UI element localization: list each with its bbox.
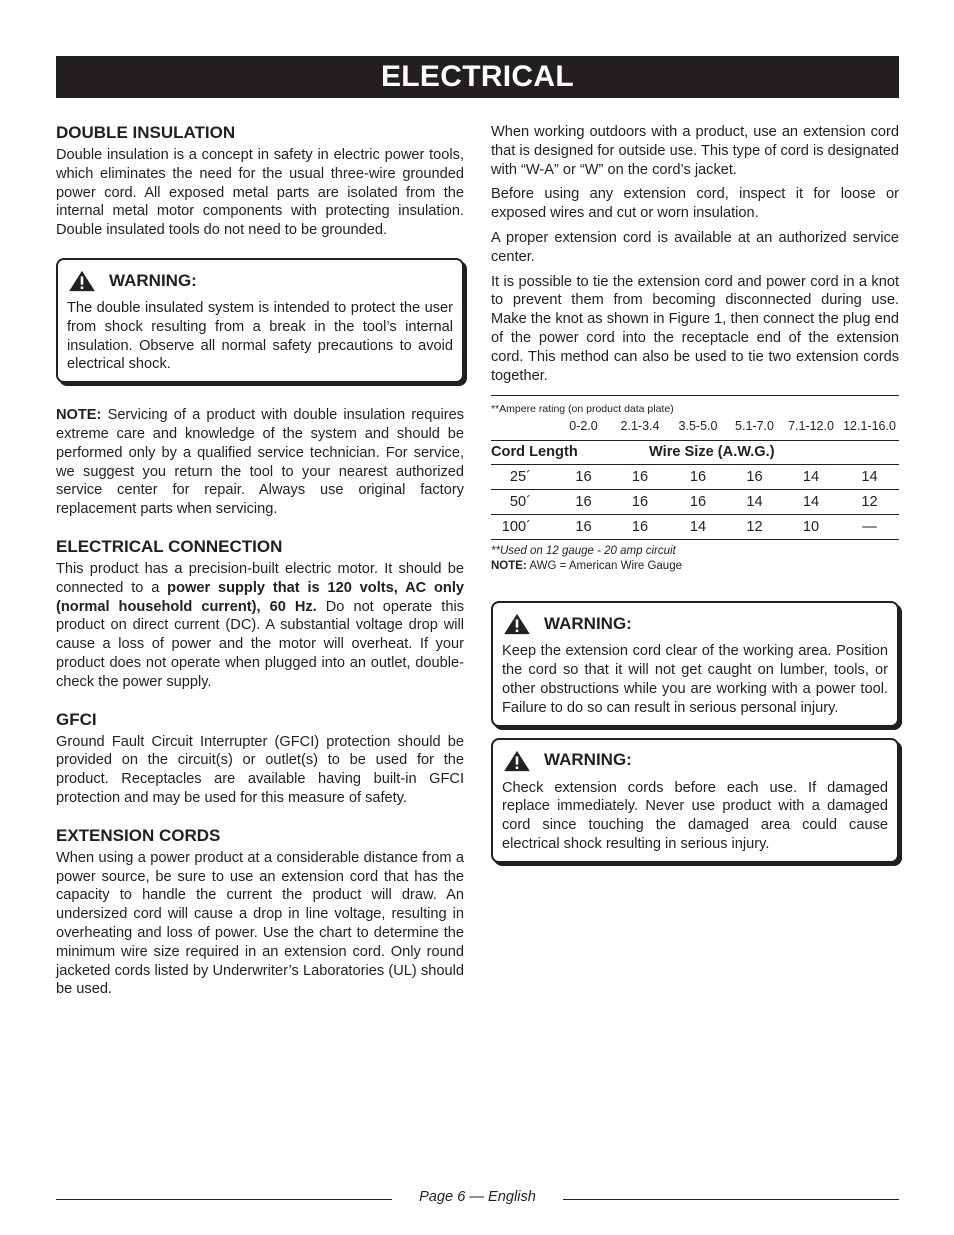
table-row bbox=[491, 490, 899, 515]
right-column bbox=[491, 123, 899, 863]
note-label: NOTE: bbox=[56, 407, 102, 424]
amp-range-cell: 12.1-16.0 bbox=[843, 418, 896, 433]
amp-range-cell: 5.1-7.0 bbox=[735, 418, 774, 433]
awg-note-label: NOTE: bbox=[491, 560, 527, 573]
footer-rule-right bbox=[563, 1199, 899, 1200]
electrical-connection-heading: ELECTRICAL CONNECTION bbox=[56, 536, 283, 556]
service-center-paragraph: A proper extension cord is available at an authorized service center. bbox=[491, 229, 899, 265]
amp-range-cell: 0-2.0 bbox=[569, 418, 598, 433]
extension-cords-heading: EXTENSION CORDS bbox=[56, 825, 221, 845]
gauge-footnote: **Used on 12 gauge - 20 amp circuit bbox=[491, 545, 676, 558]
warning-header bbox=[502, 613, 888, 635]
warning-triangle-icon bbox=[502, 750, 532, 772]
warning-header bbox=[502, 750, 888, 772]
table-footnotes bbox=[491, 544, 899, 574]
warning-text: Check extension cords before each use. If damaged replace immediately. Never use product with a damaged cord since touching the damaged area could cause electrical shock resulting in serious injury. bbox=[502, 779, 888, 852]
wire-size-cell: 14 bbox=[861, 468, 878, 485]
electrical-connection-text-b: Do not operate this product on direct current (DC). A substantial voltage drop will cause a loss of power and the motor will overheat. If your product does not operate when plugged into an outlet, double-check the power supply. bbox=[56, 598, 465, 690]
warning-box-double-insulation bbox=[56, 258, 464, 383]
page-number: Page 6 — English bbox=[419, 1189, 536, 1205]
double-insulation-text: Double insulation is a concept in safety in electric power tools, which eliminates the need for the usual three-wire grounded power cord. All exposed metal parts are isolated from the internal metal motor components with protecting insulation. Double insulated tools do not need to be grounded. bbox=[56, 147, 464, 239]
wire-size-cell: — bbox=[862, 518, 877, 535]
wire-size-cell: 16 bbox=[746, 468, 763, 485]
extension-cord-table bbox=[491, 395, 899, 574]
section-banner bbox=[56, 56, 899, 98]
electrical-connection-text-a: This product has a precision-built electric motor. It should be connected to a bbox=[56, 560, 464, 596]
page-footer bbox=[56, 1188, 899, 1208]
outdoor-use-paragraph: When working outdoors with a product, use an extension cord that is designed for outside use. This type of cord is designated with “W-A” or “W” on the cord’s jacket. bbox=[491, 124, 899, 178]
warning-title: WARNING: bbox=[109, 270, 197, 290]
wire-size-cell: 16 bbox=[689, 493, 707, 510]
ampere-range-row bbox=[491, 416, 899, 440]
left-column bbox=[56, 123, 464, 999]
wire-size-cell: 16 bbox=[631, 493, 649, 510]
wire-size-cell: 14 bbox=[802, 493, 820, 510]
warning-header bbox=[67, 270, 453, 292]
wire-size-cell: 16 bbox=[575, 518, 592, 535]
amp-range-cell: 3.5-5.0 bbox=[678, 418, 718, 433]
cord-length-cell: 25´ bbox=[509, 468, 531, 485]
note-text: Servicing of a product with double insulation requires extreme care and knowledge of the system and should be performed only by a qualified service technician. For service, we suggest you return the tool to your nearest authorized service center for repair. Always use original factory replacement parts when servicing. bbox=[56, 407, 464, 518]
wire-size-cell: 12 bbox=[861, 493, 878, 510]
warning-box-work-area bbox=[491, 601, 899, 726]
knot-paragraph: It is possible to tie the extension cord and power cord in a knot to prevent them from becoming disconnected during use. Make the knot as shown in Figure 1, then connect the plug end of the power cord into the receptacle end of the extension cord. This method can also be used to tie two extension cords together. bbox=[491, 273, 899, 384]
table-row bbox=[491, 515, 899, 540]
wire-size-header: Wire Size (A.W.G.) bbox=[649, 444, 775, 461]
wire-size-cell: 16 bbox=[575, 493, 592, 510]
warning-triangle-icon bbox=[67, 270, 97, 292]
awg-note-text: AWG = American Wire Gauge bbox=[526, 560, 682, 573]
warning-triangle-icon bbox=[502, 613, 532, 635]
wire-size-cell: 16 bbox=[631, 518, 649, 535]
note-paragraph bbox=[56, 406, 464, 519]
ampere-note: **Ampere rating (on product data plate) bbox=[491, 403, 674, 416]
cord-length-cell: 50´ bbox=[509, 493, 531, 510]
warning-title: WARNING: bbox=[544, 750, 632, 770]
warning-text: Keep the extension cord clear of the working area. Position the cord so that it will not get caught on lumber, tools, or other obstructions while you are working with a power tool. Failure to do so can result in serious personal injury. bbox=[502, 643, 888, 716]
cord-length-cell: 100´ bbox=[501, 518, 531, 535]
gfci-heading: GFCI bbox=[56, 709, 97, 729]
wire-size-cell: 14 bbox=[689, 518, 707, 535]
wire-size-cell: 16 bbox=[631, 468, 649, 485]
wire-size-cell: 14 bbox=[746, 493, 763, 510]
amp-range-cell: 2.1-3.4 bbox=[620, 418, 660, 433]
double-insulation-heading: DOUBLE INSULATION bbox=[56, 123, 236, 142]
inspect-cord-paragraph: Before using any extension cord, inspect it for loose or exposed wires and cut or worn insulation. bbox=[491, 186, 899, 222]
wire-size-cell: 12 bbox=[746, 518, 763, 535]
wire-size-cell: 14 bbox=[802, 468, 820, 485]
wire-size-cell: 10 bbox=[802, 518, 820, 535]
warning-box-check-cords bbox=[491, 738, 899, 863]
amp-range-cell: 7.1-12.0 bbox=[788, 418, 834, 433]
table-header-row bbox=[491, 440, 899, 465]
table-body bbox=[491, 465, 899, 540]
power-supply-spec: power supply that is 120 volts, AC only (normal household current), 60 Hz. bbox=[56, 579, 464, 615]
extension-cords-text: When using a power product at a considerable distance from a power source, be sure to use an extension cord that has the capacity to handle the current the product will draw. An undersized cord will cause a drop in line voltage, resulting in overheating and loss of power. Use the chart to determine the minimum wire size required in an extension cord. Only round jacketed cords listed by Underwriter’s Laboratories (UL) should be used. bbox=[56, 849, 464, 998]
footer-rule-left bbox=[56, 1199, 392, 1200]
gfci-text: Ground Fault Circuit Interrupter (GFCI) protection should be provided on the circuit(s) or outlet(s) to be used for the product. Receptacles are available having built-in GFCI protection and may be used for this measure of safety. bbox=[56, 733, 464, 806]
wire-size-cell: 16 bbox=[689, 468, 707, 485]
table-row bbox=[491, 465, 899, 490]
warning-title: WARNING: bbox=[544, 613, 632, 633]
wire-size-cell: 16 bbox=[575, 468, 592, 485]
cord-length-header: Cord Length bbox=[491, 444, 578, 461]
page-title: ELECTRICAL bbox=[381, 60, 574, 93]
warning-text: The double insulated system is intended to protect the user from shock resulting from a break in the tool’s internal insulation. Observe all normal safety precautions to avoid electrical shock. bbox=[67, 299, 453, 373]
electrical-connection-text bbox=[56, 560, 464, 692]
